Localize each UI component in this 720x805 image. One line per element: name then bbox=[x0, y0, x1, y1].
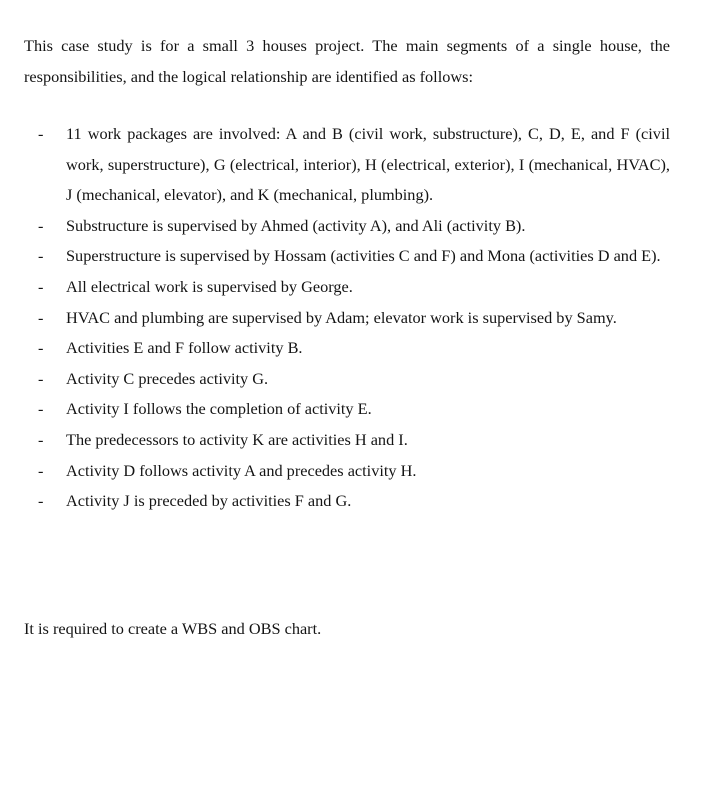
requirements-list bbox=[24, 119, 670, 517]
list-item-text: Substructure is supervised by Ahmed (activity A), and Ali (activity B). bbox=[66, 215, 526, 235]
bullet-dash: - bbox=[38, 124, 44, 143]
bullet-dash: - bbox=[38, 399, 44, 419]
list-item bbox=[24, 394, 670, 425]
list-item-text: The predecessors to activity K are activities H and I. bbox=[66, 429, 408, 449]
bullet-dash: - bbox=[38, 368, 44, 388]
list-item bbox=[24, 303, 670, 334]
list-item bbox=[24, 333, 670, 364]
list-item-text: 11 work packages are involved: A and B (civil work, substructure), C, D, E, and F (civil work, superstructure), G (electrical, interior), H (electrical, exterior), I (mechanical, HVAC), J (mechanical, elevator), and K (mechanical, plumbing). bbox=[66, 124, 670, 205]
bullet-dash: - bbox=[38, 338, 44, 358]
bullet-dash: - bbox=[38, 307, 44, 327]
bullet-dash: - bbox=[38, 246, 44, 266]
list-item-text: Activity C precedes activity G. bbox=[66, 368, 269, 388]
list-item-text: Superstructure is supervised by Hossam (activities C and F) and Mona (activities D and E). bbox=[66, 246, 661, 266]
bullet-dash: - bbox=[38, 276, 44, 296]
bullet-dash: - bbox=[38, 460, 44, 480]
bullet-dash: - bbox=[38, 429, 44, 449]
intro-paragraph: This case study is for a small 3 houses project. The main segments of a single house, the responsibilities, and the logical relationship are identified as follows: bbox=[24, 36, 670, 86]
list-item-text: Activities E and F follow activity B. bbox=[66, 338, 303, 358]
list-item-text: All electrical work is supervised by George. bbox=[66, 276, 353, 296]
list-item-text: HVAC and plumbing are supervised by Adam; elevator work is supervised by Samy. bbox=[66, 307, 617, 327]
list-item bbox=[24, 425, 670, 456]
list-item-text: Activity J is preceded by activities F and G. bbox=[66, 491, 352, 511]
list-item bbox=[24, 241, 670, 272]
list-item bbox=[24, 486, 670, 517]
list-item bbox=[24, 272, 670, 303]
list-item-text: Activity D follows activity A and precedes activity H. bbox=[66, 460, 417, 480]
list-item bbox=[24, 456, 670, 487]
bullet-dash: - bbox=[38, 215, 44, 235]
list-item bbox=[24, 119, 670, 211]
closing-paragraph: It is required to create a WBS and OBS chart. bbox=[24, 619, 322, 638]
list-item bbox=[24, 211, 670, 242]
list-item bbox=[24, 364, 670, 395]
bullet-dash: - bbox=[38, 491, 44, 511]
list-item-text: Activity I follows the completion of activity E. bbox=[66, 399, 372, 419]
